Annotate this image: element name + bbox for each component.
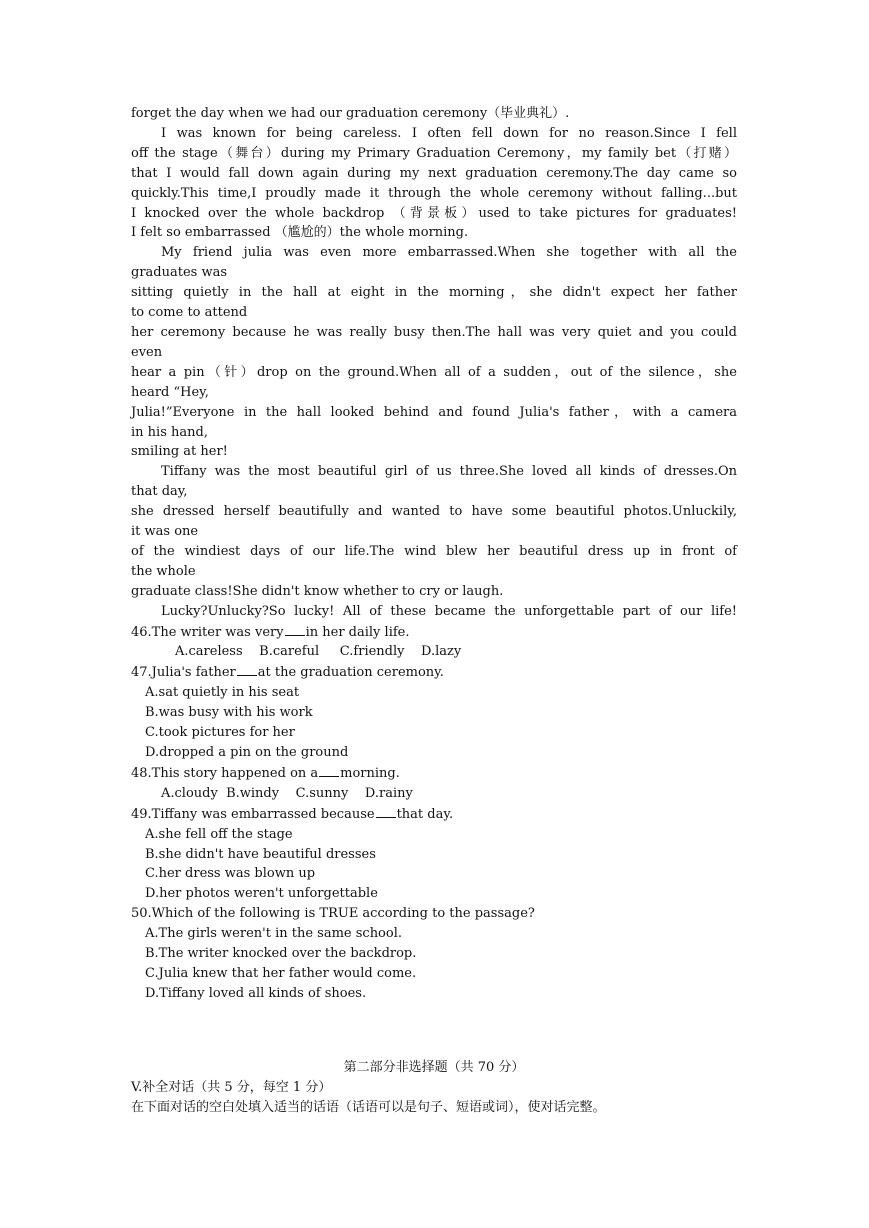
question-49-option-d: D.her photos weren't unforgettable <box>145 886 378 902</box>
passage-line: hear a pin（针）drop on the ground.When all of a sudden，out of the silence，she <box>131 364 737 380</box>
passage-line: that day, <box>131 484 188 500</box>
passage-line: My friend julia was even more embarrassed.When she together with all the <box>161 245 737 261</box>
passage-line: smiling at her! <box>131 444 228 460</box>
passage-line: even <box>131 344 163 360</box>
question-47-stem-end: at the graduation ceremony. <box>257 665 444 681</box>
answer-blank <box>285 622 305 636</box>
question-47-option-a: A.sat quietly in his seat <box>145 685 300 701</box>
passage-line: forget the day when we had our graduation ceremony（毕业典礼）. <box>131 106 570 121</box>
passage-line: Julia!”Everyone in the hall looked behind and found Julia's father，with a camera <box>131 404 737 420</box>
passage-line: I was known for being careless. I often fell down for no reason.Since I fell <box>161 125 737 141</box>
question-46-stem-end: in her daily life. <box>305 624 410 640</box>
passage-line: Lucky?Unlucky?So lucky! All of these became the unforgettable part of our life! <box>161 603 737 619</box>
question-48-stem-end: morning. <box>340 765 400 781</box>
question-49-option-a: A.she fell off the stage <box>145 826 293 842</box>
passage-line: quickly.This time,I proudly made it through the whole ceremony without falling...but <box>131 185 737 201</box>
passage-line: to come to attend <box>131 305 248 321</box>
passage-line: it was one <box>131 524 199 540</box>
passage-line: Tiffany was the most beautiful girl of us three.She loved all kinds of dresses.On <box>161 464 737 480</box>
question-48-options: A.cloudy B.windy C.sunny D.rainy <box>161 785 413 801</box>
answer-blank <box>319 763 339 777</box>
passage-line: I knocked over the whole backdrop （背景板）used to take pictures for graduates! <box>131 205 737 221</box>
answer-blank <box>237 662 257 676</box>
question-49 <box>131 804 737 825</box>
question-50-option-a: A.The girls weren't in the same school. <box>145 926 403 942</box>
question-48 <box>131 763 737 784</box>
passage-line: her ceremony because he was really busy then.The hall was very quiet and you could <box>131 324 737 340</box>
question-47-option-d: D.dropped a pin on the ground <box>145 745 349 760</box>
question-46-options: A.careless B.careful C.friendly D.lazy <box>175 644 462 660</box>
question-50-option-b: B.The writer knocked over the backdrop. <box>145 946 417 962</box>
question-49-stem: 49.Tiffany was embarrassed because <box>131 806 375 822</box>
section-v-heading: V.补全对话（共 5 分，每空 1 分） <box>131 1080 332 1095</box>
part2-title: 第二部分非选择题（共 70 分） <box>343 1060 525 1075</box>
passage-line: off the stage（舞台）during my Primary Graduation Ceremony，my family bet（打赌） <box>131 145 737 161</box>
passage-line: that I would fall down again during my next graduation ceremony.The day came so <box>131 165 737 181</box>
passage-line: graduates was <box>131 265 228 281</box>
question-47-option-b: B.was busy with his work <box>145 705 313 721</box>
question-50: 50.Which of the following is TRUE according to the passage? <box>131 906 535 922</box>
question-46 <box>131 622 737 643</box>
passage-line: graduate class!She didn't know whether to cry or laugh. <box>131 583 504 599</box>
passage-line: sitting quietly in the hall at eight in the morning，she didn't expect her father <box>131 285 737 301</box>
section-v-instruction: 在下面对话的空白处填入适当的话语（话语可以是句子、短语或词），使对话完整。 <box>131 1100 606 1115</box>
question-50-option-d: D.Tiffany loved all kinds of shoes. <box>145 985 367 1001</box>
question-48-stem: 48.This story happened on a <box>131 765 319 781</box>
passage-line: she dressed herself beautifully and wanted to have some beautiful photos.Unluckily, <box>131 504 737 520</box>
question-47-stem: 47.Julia's father <box>131 665 236 681</box>
reading-passage-page <box>131 104 737 1004</box>
question-49-option-c: C.her dress was blown up <box>145 866 316 882</box>
passage-line: in his hand, <box>131 424 208 440</box>
question-47 <box>131 662 737 683</box>
passage-line: I felt so embarrassed （尴尬的）the whole morning. <box>131 225 469 241</box>
passage-line: of the windiest days of our life.The wind blew her beautiful dress up in front of <box>131 543 737 559</box>
answer-blank <box>376 804 396 818</box>
question-47-option-c: C.took pictures for her <box>145 725 295 741</box>
question-50-option-c: C.Julia knew that her father would come. <box>145 965 417 981</box>
passage-line: heard “Hey, <box>131 384 209 400</box>
reading-passage <box>131 104 737 622</box>
question-49-option-b: B.she didn't have beautiful dresses <box>145 846 376 862</box>
question-49-stem-end: that day. <box>396 806 454 822</box>
passage-line: the whole <box>131 563 196 579</box>
question-46-stem: 46.The writer was very <box>131 624 284 640</box>
